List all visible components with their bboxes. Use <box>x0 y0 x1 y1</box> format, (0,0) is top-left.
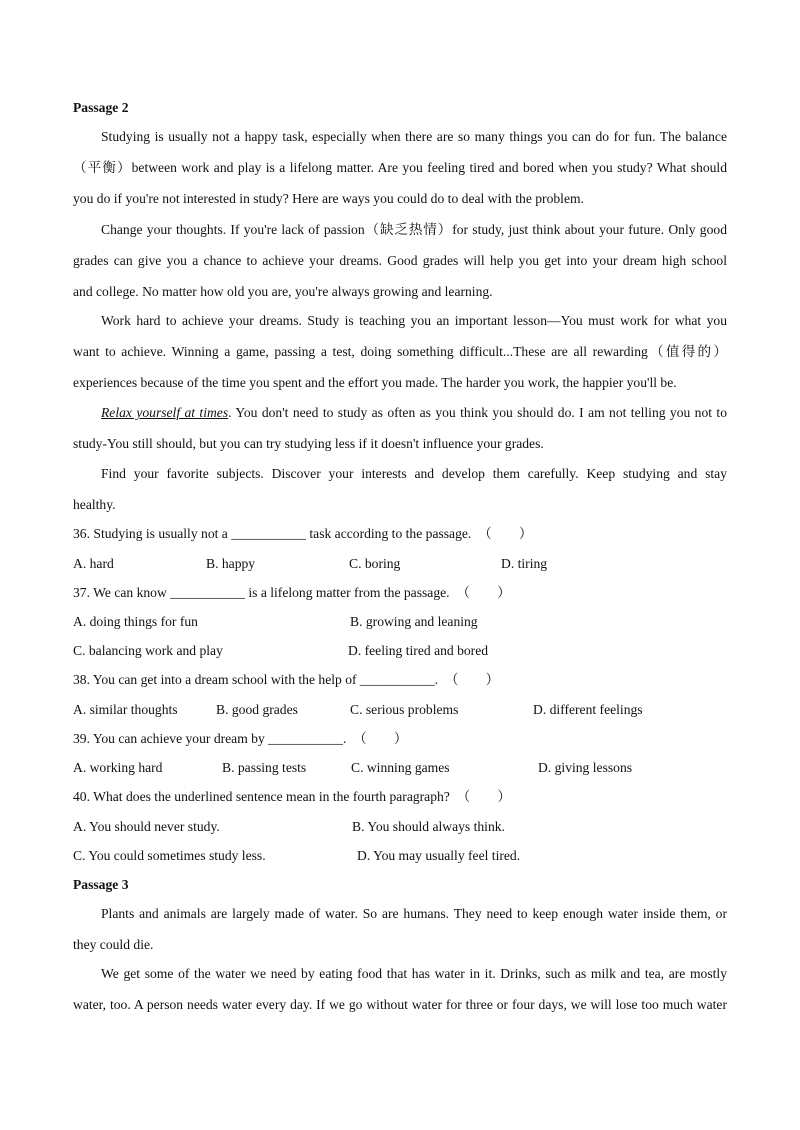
question-39-options <box>73 760 727 776</box>
passage-2-p2-line-3: and college. No matter how old you are, you're always growing and learning. <box>73 284 493 299</box>
question-40-option-d: D. You may usually feel tired. <box>357 848 521 863</box>
question-40-stem: 40. What does the underlined sentence mean in the fourth paragraph? （ ） <box>73 789 512 804</box>
passage-3-p1-line-1: Plants and animals are largely made of water. So are humans. They need to keep enough water inside them, or <box>101 906 727 921</box>
passage-2-p4-line-1-rest: . You don't need to study as often as you think you should do. I am not telling you not to <box>228 405 727 420</box>
question-38-option-d: D. different feelings <box>533 702 643 717</box>
passage-2-p5-line-2: healthy. <box>73 497 116 512</box>
passage-2-p1-line-3: you do if you're not interested in study? Here are ways you could do to deal with the problem. <box>73 191 584 206</box>
passage-3-p2-line-2: water, too. A person needs water every day. If we go without water for three or four days, we will lose too much water <box>73 997 727 1012</box>
passage-2-p4-line-1 <box>101 405 727 421</box>
passage-2-p4-line-2: study-You still should, but you can try studying less if it doesn't influence your grades. <box>73 436 544 451</box>
question-40-options-row-1 <box>73 819 727 835</box>
passage-3-p2-line-1: We get some of the water we need by eating food that has water in it. Drinks, such as milk and tea, are mostly <box>101 966 727 981</box>
question-37-stem: 37. We can know ___________ is a lifelong matter from the passage. （ ） <box>73 585 511 600</box>
passage-2-p2-line-2: grades can give you a chance to achieve your dreams. Good grades will help you get into your dream high school <box>73 253 727 268</box>
question-40-option-b: B. You should always think. <box>352 819 505 834</box>
question-37-options-row-2 <box>73 643 727 659</box>
passage-2-heading: Passage 2 <box>73 100 129 115</box>
question-40-options-row-2 <box>73 848 727 864</box>
question-37-option-d: D. feeling tired and bored <box>348 643 489 658</box>
question-39-stem: 39. You can achieve your dream by ___________. （ ） <box>73 731 408 746</box>
question-37-option-c: C. balancing work and play <box>73 643 223 658</box>
passage-2-p1-line-2: （平衡）between work and play is a lifelong matter. Are you feeling tired and bored when you study? What should <box>73 160 727 175</box>
question-38-option-b: B. good grades <box>216 702 298 717</box>
passage-2-p1-line-1: Studying is usually not a happy task, especially when there are so many things you can do for fun. The balance <box>101 129 727 144</box>
underlined-sentence: Relax yourself at times <box>101 405 229 420</box>
question-39-option-a: A. working hard <box>73 760 163 775</box>
passage-3-heading: Passage 3 <box>73 877 129 892</box>
question-38-options <box>73 702 727 718</box>
question-37-option-a: A. doing things for fun <box>73 614 198 629</box>
question-38-option-c: C. serious problems <box>350 702 459 717</box>
passage-2-p3-line-3: experiences because of the time you spent and the effort you made. The harder you work, the happier you'll be. <box>73 375 677 390</box>
passage-2-p3-line-2: want to achieve. Winning a game, passing a test, doing something difficult...These are all rewarding（值得的） <box>73 344 727 359</box>
question-38-option-a: A. similar thoughts <box>73 702 178 717</box>
question-36-option-a: A. hard <box>73 556 114 571</box>
passage-2-p2-line-1: Change your thoughts. If you're lack of passion（缺乏热情）for study, just think about your future. Only good <box>101 222 727 237</box>
question-36-option-b: B. happy <box>206 556 256 571</box>
passage-3-p1-line-2: they could die. <box>73 937 154 952</box>
passage-2-p3-line-1: Work hard to achieve your dreams. Study is teaching you an important lesson—You must work for what you <box>101 313 727 328</box>
question-37-option-b: B. growing and leaning <box>350 614 478 629</box>
question-36-option-d: D. tiring <box>501 556 548 571</box>
question-40-option-c: C. You could sometimes study less. <box>73 848 266 863</box>
question-39-option-c: C. winning games <box>351 760 450 775</box>
question-39-option-b: B. passing tests <box>222 760 307 775</box>
question-39-option-d: D. giving lessons <box>538 760 633 775</box>
question-38-stem: 38. You can get into a dream school with the help of ___________. （ ） <box>73 672 500 687</box>
question-36-options <box>73 556 727 572</box>
question-36-stem: 36. Studying is usually not a ___________ task according to the passage. （ ） <box>73 526 533 541</box>
question-40-option-a: A. You should never study. <box>73 819 220 834</box>
question-37-options-row-1 <box>73 614 727 630</box>
question-36-option-c: C. boring <box>349 556 401 571</box>
passage-2-p5-line-1: Find your favorite subjects. Discover your interests and develop them carefully. Keep studying and stay <box>101 466 727 481</box>
